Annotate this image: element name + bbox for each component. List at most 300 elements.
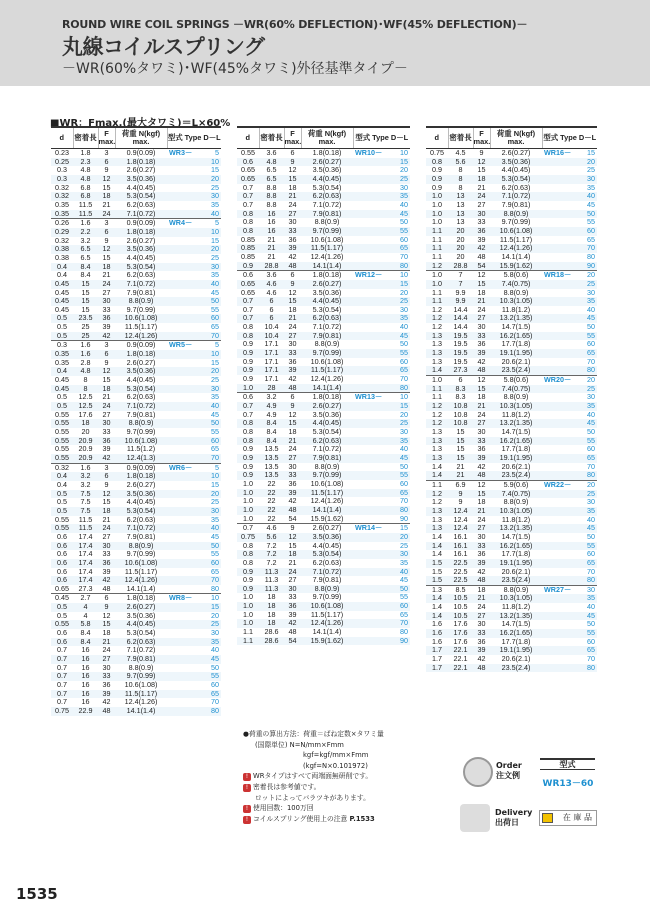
max-load: 5.3(0.54) (126, 629, 156, 638)
table-row (51, 192, 221, 201)
type-code (167, 210, 221, 219)
solid-length: 3.2 (80, 236, 91, 245)
max-deflection: 42 (288, 252, 297, 261)
max-load: 1.8(0.18) (115, 350, 167, 359)
table-row (426, 184, 597, 193)
table-row (51, 166, 221, 175)
wire-diameter: 1.3 (426, 524, 448, 533)
type-code (167, 393, 221, 402)
solid-length: 19.5 (448, 349, 473, 358)
type-length: 25 (587, 384, 595, 393)
max-load: 9.7(0.99) (115, 672, 167, 681)
type-code (353, 375, 410, 384)
type-length: 25 (400, 541, 408, 550)
wire-diameter: 0.8 (243, 218, 253, 227)
solid-length: 13 (456, 218, 465, 227)
wire-diameter: 0.6 (51, 559, 73, 568)
wire-diameter: 1.3 (432, 515, 442, 524)
solid-length: 4.6 (259, 280, 284, 289)
max-load: 16.2(1.65) (490, 332, 542, 341)
type-code (353, 244, 410, 253)
type-length: 35 (400, 314, 408, 323)
max-load: 11.8(1.2) (501, 603, 531, 612)
max-deflection: 27 (473, 419, 490, 428)
max-deflection: 42 (477, 357, 486, 366)
wire-diameter: 1.1 (237, 637, 259, 646)
table-row (237, 542, 410, 551)
table-row (426, 244, 597, 253)
max-deflection: 24 (284, 568, 301, 577)
max-deflection: 18 (288, 305, 297, 314)
solid-length: 16 (259, 227, 284, 236)
max-load: 8.8(0.9) (115, 419, 167, 428)
wire-diameter: 0.38 (51, 245, 73, 254)
type-code (167, 445, 221, 454)
wire-diameter: 0.9 (243, 340, 253, 349)
max-deflection: 6 (284, 271, 301, 280)
column-header-f: F max. (473, 127, 490, 149)
table-row (237, 244, 410, 253)
max-deflection: 18 (473, 585, 490, 594)
wire-diameter: 0.35 (55, 200, 69, 209)
type-code (542, 306, 597, 315)
type-length: 5 (215, 218, 219, 228)
table-row (51, 237, 221, 246)
wire-diameter: 0.9 (243, 375, 253, 384)
max-load: 13.2(1.35) (490, 314, 542, 323)
max-load: 11.5(1.17) (115, 690, 167, 699)
max-deflection: 21 (98, 638, 115, 647)
max-load: 9.7(0.99) (312, 593, 342, 602)
wire-diameter: 1.4 (426, 594, 448, 603)
type-length: 40 (587, 305, 595, 314)
type-length: 60 (587, 550, 595, 559)
solid-length: 8.8 (266, 200, 277, 209)
type-code (353, 602, 410, 611)
max-load: 17.7(1.8) (501, 445, 531, 454)
wire-diameter: 0.8 (426, 158, 448, 167)
wire-diameter: 0.7 (237, 314, 259, 323)
type-length: 65 (587, 235, 595, 244)
wire-diameter: 0.85 (237, 244, 259, 253)
wire-diameter: 1.2 (426, 419, 448, 428)
wire-diameter: 0.32 (51, 463, 73, 472)
max-deflection: 12 (473, 158, 490, 167)
type-code (353, 576, 410, 585)
wire-diameter: 0.5 (51, 490, 73, 499)
wire-diameter: 0.8 (237, 437, 259, 446)
solid-length: 17.1 (264, 357, 279, 366)
type-code (353, 166, 410, 175)
solid-length: 13.5 (264, 445, 279, 454)
max-load: 6.2(0.63) (115, 638, 167, 647)
max-deflection: 39 (473, 559, 490, 568)
solid-length: 8 (448, 175, 473, 184)
solid-length: 7 (448, 271, 473, 280)
type-code (167, 350, 221, 359)
max-load: 14.1(1.4) (301, 506, 353, 515)
type-length: 35 (587, 297, 595, 306)
table-row (426, 646, 597, 655)
table-row (426, 366, 597, 375)
max-load: 6.2(0.63) (301, 437, 353, 446)
type-code (167, 620, 221, 629)
max-deflection: 18 (102, 629, 111, 638)
max-deflection: 30 (288, 218, 297, 227)
max-deflection: 24 (102, 646, 111, 655)
solid-length: 8.8 (259, 192, 284, 201)
max-load: 16.2(1.65) (490, 629, 542, 638)
max-load: 6.2(0.63) (126, 200, 156, 209)
table-row (51, 341, 221, 350)
type-series: WR14－ (355, 523, 383, 533)
type-length: 25 (400, 297, 408, 306)
table-row (51, 445, 221, 454)
type-length: 25 (211, 498, 219, 507)
type-length: 35 (400, 192, 408, 201)
type-code (167, 192, 221, 201)
max-load: 10.6(1.08) (115, 314, 167, 323)
deflection-formula: ■WR：Fmax.(最大タワミ)＝L×60% (50, 118, 231, 129)
max-deflection: 9 (98, 603, 115, 612)
solid-length: 10.4 (259, 332, 284, 341)
type-length: 80 (587, 366, 595, 375)
max-load: 10.6(1.08) (115, 559, 167, 568)
max-load: 7.9(0.81) (301, 210, 353, 219)
type-length: 25 (211, 376, 219, 385)
type-length: 20 (400, 410, 408, 419)
type-length: 65 (211, 323, 219, 332)
max-deflection: 6 (98, 472, 115, 481)
wire-diameter: 0.55 (51, 437, 73, 446)
wire-diameter: 0.8 (237, 419, 259, 428)
solid-length: 17.4 (78, 550, 93, 559)
max-load: 9.7(0.99) (301, 227, 353, 236)
type-code (353, 489, 410, 498)
table-row (51, 698, 221, 707)
solid-length: 10.8 (448, 402, 473, 411)
type-length: 55 (211, 550, 219, 559)
max-deflection: 24 (477, 515, 486, 524)
type-code (542, 158, 597, 167)
type-code (167, 228, 221, 237)
type-length: 70 (400, 252, 408, 261)
type-length: 45 (400, 453, 408, 462)
max-deflection: 12 (98, 490, 115, 499)
type-code (542, 280, 597, 289)
wire-diameter: 1.2 (426, 262, 448, 271)
max-load: 15.9(1.62) (310, 514, 344, 523)
wire-diameter: 1.4 (426, 612, 448, 621)
solid-length: 17.4 (78, 567, 93, 576)
max-deflection: 12 (288, 288, 297, 297)
type-code (542, 262, 597, 271)
table-row (51, 524, 221, 533)
table-row (51, 664, 221, 673)
wire-diameter: 1.3 (432, 428, 442, 436)
wire-diameter: 0.65 (55, 584, 69, 593)
wire-diameter: 1.0 (243, 514, 253, 523)
order-example (463, 757, 523, 793)
table-row (51, 542, 221, 551)
max-deflection: 33 (284, 349, 301, 358)
wire-diameter: 0.4 (57, 271, 67, 280)
wire-diameter: 1.5 (426, 576, 448, 585)
table-row (237, 533, 410, 542)
type-length: 20 (211, 174, 219, 183)
type-series: WR3－ (169, 148, 193, 157)
type-length: 70 (400, 619, 408, 628)
table-row (426, 218, 597, 227)
wire-diameter: 0.55 (55, 445, 69, 454)
max-deflection: 30 (98, 542, 115, 551)
wire-diameter: 0.8 (243, 558, 253, 567)
type-length: 20 (587, 270, 595, 280)
solid-length: 28.8 (448, 262, 473, 271)
table-row (237, 411, 410, 420)
type-code (542, 332, 597, 341)
table-row (426, 236, 597, 245)
solid-length: 16 (81, 646, 90, 655)
max-deflection: 36 (98, 314, 115, 323)
table-row (426, 419, 597, 428)
type-length: 65 (400, 366, 408, 375)
wire-diameter: 0.55 (237, 149, 259, 158)
max-load: 14.7(1.5) (501, 532, 531, 541)
table-row (51, 245, 221, 254)
type-code (542, 490, 597, 499)
type-length: 70 (400, 375, 408, 384)
type-code (167, 219, 221, 228)
wire-diameter: 1.0 (426, 192, 448, 201)
wire-diameter: 0.45 (51, 280, 73, 289)
table-row (426, 559, 597, 568)
type-code (542, 297, 597, 306)
table-row (51, 516, 221, 525)
max-deflection: 39 (284, 489, 301, 498)
type-length: 20 (400, 288, 408, 297)
max-deflection: 15 (477, 166, 486, 175)
wire-diameter: 1.4 (426, 471, 448, 480)
page-reference[interactable]: P.1533 (349, 814, 375, 823)
type-length: 65 (587, 646, 595, 655)
wire-diameter: 0.65 (237, 175, 259, 184)
max-deflection: 33 (473, 437, 490, 446)
type-length: 65 (211, 689, 219, 698)
solid-length: 21 (267, 252, 276, 261)
table-row (426, 471, 597, 480)
delivery-label-jp: 出荷日 (495, 818, 519, 827)
max-load: 14.1(1.4) (301, 384, 353, 393)
type-length: 45 (211, 655, 219, 664)
type-code (542, 594, 597, 603)
wire-diameter: 0.7 (57, 698, 67, 707)
type-length: 80 (400, 383, 408, 392)
type-length: 50 (587, 428, 595, 436)
max-deflection: 24 (288, 200, 297, 209)
solid-length: 6.8 (73, 192, 98, 201)
table-row (237, 375, 410, 384)
type-code (353, 497, 410, 506)
type-code (167, 472, 221, 481)
type-length: 15 (400, 157, 408, 166)
max-deflection: 3 (98, 341, 115, 350)
max-load: 12.4(1.26) (310, 375, 344, 384)
solid-length: 10.8 (453, 410, 468, 419)
solid-length: 18 (73, 419, 98, 428)
table-row (426, 340, 597, 349)
type-length: 80 (211, 584, 219, 593)
type-code (353, 323, 410, 332)
wire-diameter: 1.0 (243, 593, 253, 602)
column-header-type: 型式 Type D－L (167, 127, 221, 149)
wire-diameter: 0.9 (237, 262, 259, 271)
wire-diameter: 0.5 (51, 507, 73, 516)
max-load: 6.2(0.63) (301, 192, 353, 201)
type-length: 50 (400, 218, 408, 227)
table-row (237, 358, 410, 367)
note-load-calc: ●荷重の算出方法：荷重＝ばね定数×タワミ量 (243, 730, 384, 738)
wire-diameter: 0.7 (243, 305, 253, 314)
type-code (167, 550, 221, 559)
solid-length: 4.6 (259, 524, 284, 533)
max-deflection: 48 (98, 707, 115, 716)
wire-diameter: 0.32 (51, 192, 73, 201)
max-load: 3.5(0.36) (115, 367, 167, 376)
type-code (353, 306, 410, 315)
max-deflection: 36 (288, 235, 297, 244)
type-length: 70 (400, 497, 408, 506)
wire-diameter: 0.5 (57, 393, 67, 402)
table-row (237, 593, 410, 602)
max-load: 12.4(1.26) (124, 698, 158, 707)
table-row (51, 419, 221, 428)
max-deflection: 15 (98, 620, 115, 629)
max-load: 4.4(0.45) (126, 253, 156, 262)
solid-length: 22.9 (73, 707, 98, 716)
max-load: 4.4(0.45) (301, 175, 353, 184)
wire-diameter: 0.8 (243, 541, 253, 550)
table-row (426, 603, 597, 612)
table-row (237, 550, 410, 559)
table-row (237, 332, 410, 341)
wire-diameter: 0.6 (57, 532, 67, 541)
type-length: 25 (400, 419, 408, 428)
solid-length: 5.6 (448, 158, 473, 167)
max-deflection: 21 (473, 594, 490, 603)
max-load: 12.4(1.26) (115, 332, 167, 341)
solid-length: 12.4 (448, 507, 473, 516)
wire-diameter: 0.25 (51, 158, 73, 167)
solid-length: 4.9 (259, 402, 284, 411)
wire-diameter: 1.0 (237, 506, 259, 515)
max-deflection: 36 (288, 357, 297, 366)
type-length: 35 (587, 183, 595, 192)
table-row (237, 445, 410, 454)
solid-length: 16.1 (453, 532, 468, 541)
column-header-load: 荷重 N(kgf) max. (301, 127, 353, 149)
max-load: 4.4(0.45) (126, 183, 156, 192)
wire-diameter: 0.55 (51, 524, 73, 533)
delivery-info (460, 802, 600, 838)
page-header (0, 0, 650, 86)
max-deflection: 54 (288, 514, 297, 523)
max-load: 10.6(1.08) (115, 437, 167, 446)
max-load: 0.9(0.09) (115, 219, 167, 228)
type-code (542, 340, 597, 349)
solid-length: 10.4 (264, 323, 279, 332)
max-load: 5.3(0.54) (115, 507, 167, 516)
max-load: 9.7(0.99) (301, 349, 353, 358)
wire-diameter: 1.0 (426, 280, 448, 289)
type-code (542, 471, 597, 480)
max-load: 6.2(0.63) (126, 515, 156, 524)
type-length: 60 (587, 340, 595, 349)
table-row (426, 227, 597, 236)
wire-diameter: 1.3 (426, 332, 448, 341)
wire-diameter: 0.9 (432, 183, 442, 192)
max-deflection: 9 (284, 280, 301, 289)
table-row (51, 201, 221, 210)
table-row (237, 497, 410, 506)
type-code (167, 385, 221, 394)
solid-length: 21 (259, 244, 284, 253)
max-deflection: 42 (473, 244, 490, 253)
max-load: 11.5(1.17) (499, 235, 533, 244)
type-length: 40 (400, 445, 408, 454)
table-row (237, 619, 410, 628)
table-row (426, 445, 597, 454)
type-length: 15 (211, 166, 219, 175)
type-code (353, 262, 410, 271)
max-deflection: 15 (473, 385, 490, 394)
solid-length: 8 (83, 376, 88, 385)
max-load: 15.9(1.62) (301, 637, 353, 646)
max-deflection: 48 (284, 506, 301, 515)
max-load: 16.2(1.65) (490, 542, 542, 551)
type-code (353, 297, 410, 306)
type-code (542, 516, 597, 525)
solid-length: 28.6 (259, 637, 284, 646)
type-code (353, 227, 410, 236)
solid-length: 8 (73, 385, 98, 394)
max-deflection: 33 (284, 227, 301, 236)
table-row (426, 620, 597, 629)
max-load: 3.5(0.36) (115, 175, 167, 184)
table-row (51, 254, 221, 263)
type-code (353, 314, 410, 323)
type-code (542, 498, 597, 507)
type-code (353, 201, 410, 210)
solid-length: 28.6 (264, 628, 279, 637)
max-deflection: 15 (284, 297, 301, 306)
wire-diameter: 0.5 (57, 611, 67, 620)
max-deflection: 36 (98, 437, 115, 446)
max-load: 7.1(0.72) (312, 200, 342, 209)
wire-diameter: 1.4 (432, 550, 442, 559)
wire-diameter: 0.65 (237, 280, 259, 289)
max-deflection: 48 (473, 471, 490, 480)
type-code (353, 192, 410, 201)
column-header-f: F max. (98, 127, 115, 149)
max-load: 2.6(0.27) (301, 280, 353, 289)
order-type-value: WR13－60 (542, 779, 594, 789)
max-deflection: 18 (98, 192, 115, 201)
max-load: 1.8(0.18) (301, 393, 353, 402)
max-deflection: 30 (477, 620, 486, 629)
solid-length: 20 (448, 244, 473, 253)
type-code (353, 437, 410, 446)
